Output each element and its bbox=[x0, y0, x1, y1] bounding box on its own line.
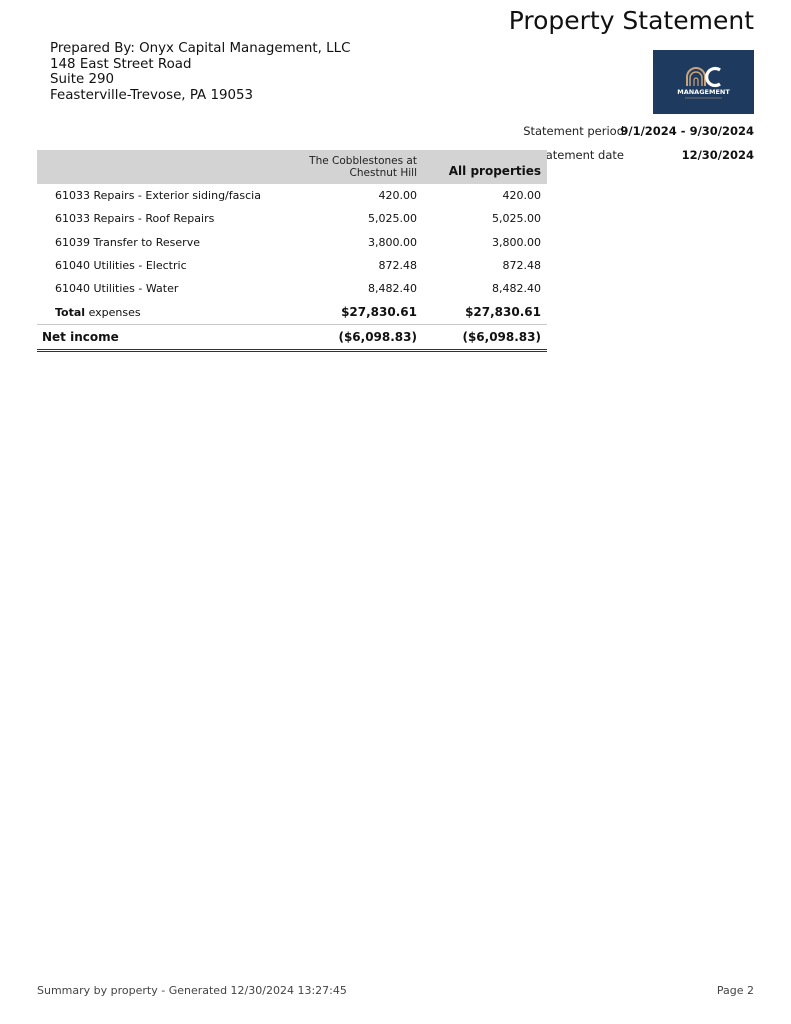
property-amount: 5,025.00 bbox=[368, 212, 417, 226]
statement-period-value: 9/1/2024 - 9/30/2024 bbox=[620, 124, 754, 138]
total-all-amount: $27,830.61 bbox=[423, 300, 547, 325]
all-amount: 872.48 bbox=[502, 259, 541, 273]
property-amount: 872.48 bbox=[378, 259, 417, 273]
account-name: 61040 Utilities - Electric bbox=[55, 259, 187, 273]
preparer-address bbox=[50, 41, 350, 103]
page-title: Property Statement bbox=[508, 6, 754, 35]
net-income-row bbox=[37, 325, 547, 351]
header-account bbox=[37, 150, 307, 184]
all-amount: 420.00 bbox=[502, 189, 541, 203]
total-expenses-row bbox=[37, 300, 547, 325]
logo-mark-icon bbox=[653, 50, 754, 114]
table-header bbox=[37, 150, 547, 184]
statement-period-label: Statement period bbox=[523, 124, 624, 138]
address-line-3: Feasterville-Trevose, PA 19053 bbox=[50, 87, 254, 103]
footer-generated: Summary by property - Generated 12/30/2024 13:27:45 bbox=[37, 984, 347, 997]
table-row bbox=[37, 254, 547, 277]
statement-table bbox=[37, 150, 547, 352]
header-all-properties: All properties bbox=[448, 164, 541, 178]
company-logo bbox=[653, 50, 754, 114]
total-property-amount: $27,830.61 bbox=[307, 300, 423, 325]
table-row bbox=[37, 207, 547, 230]
property-amount: 8,482.40 bbox=[368, 282, 417, 296]
address-line-1: 148 East Street Road bbox=[50, 56, 192, 72]
all-amount: 8,482.40 bbox=[492, 282, 541, 296]
prepared-by: Prepared By: Onyx Capital Management, LLC bbox=[50, 41, 351, 56]
total-label-bold: Total bbox=[55, 305, 86, 319]
header-property-line2: Chestnut Hill bbox=[349, 167, 417, 179]
total-label-rest: expenses bbox=[88, 305, 141, 319]
net-income-label: Net income bbox=[37, 325, 307, 351]
table-row bbox=[37, 184, 547, 207]
net-property-amount: ($6,098.83) bbox=[307, 325, 423, 351]
address-line-2: Suite 290 bbox=[50, 72, 115, 87]
logo-text: MANAGEMENT bbox=[677, 88, 730, 96]
header-property bbox=[307, 150, 423, 184]
table-row bbox=[37, 277, 547, 300]
net-all-amount: ($6,098.83) bbox=[423, 325, 547, 351]
account-name: 61039 Transfer to Reserve bbox=[55, 235, 200, 249]
statement-date-label: Statement date bbox=[533, 148, 624, 162]
account-name: 61040 Utilities - Water bbox=[55, 282, 179, 296]
header-property-line1: The Cobblestones at bbox=[309, 155, 417, 167]
page-number: Page 2 bbox=[716, 984, 754, 997]
all-amount: 3,800.00 bbox=[492, 235, 541, 249]
all-amount: 5,025.00 bbox=[492, 212, 541, 226]
property-amount: 3,800.00 bbox=[368, 235, 417, 249]
total-label bbox=[37, 300, 307, 325]
account-name: 61033 Repairs - Roof Repairs bbox=[55, 212, 215, 226]
table-row bbox=[37, 231, 547, 254]
statement-date-value: 12/30/2024 bbox=[681, 148, 754, 162]
account-name: 61033 Repairs - Exterior siding/fascia bbox=[55, 189, 261, 203]
property-amount: 420.00 bbox=[378, 189, 417, 203]
